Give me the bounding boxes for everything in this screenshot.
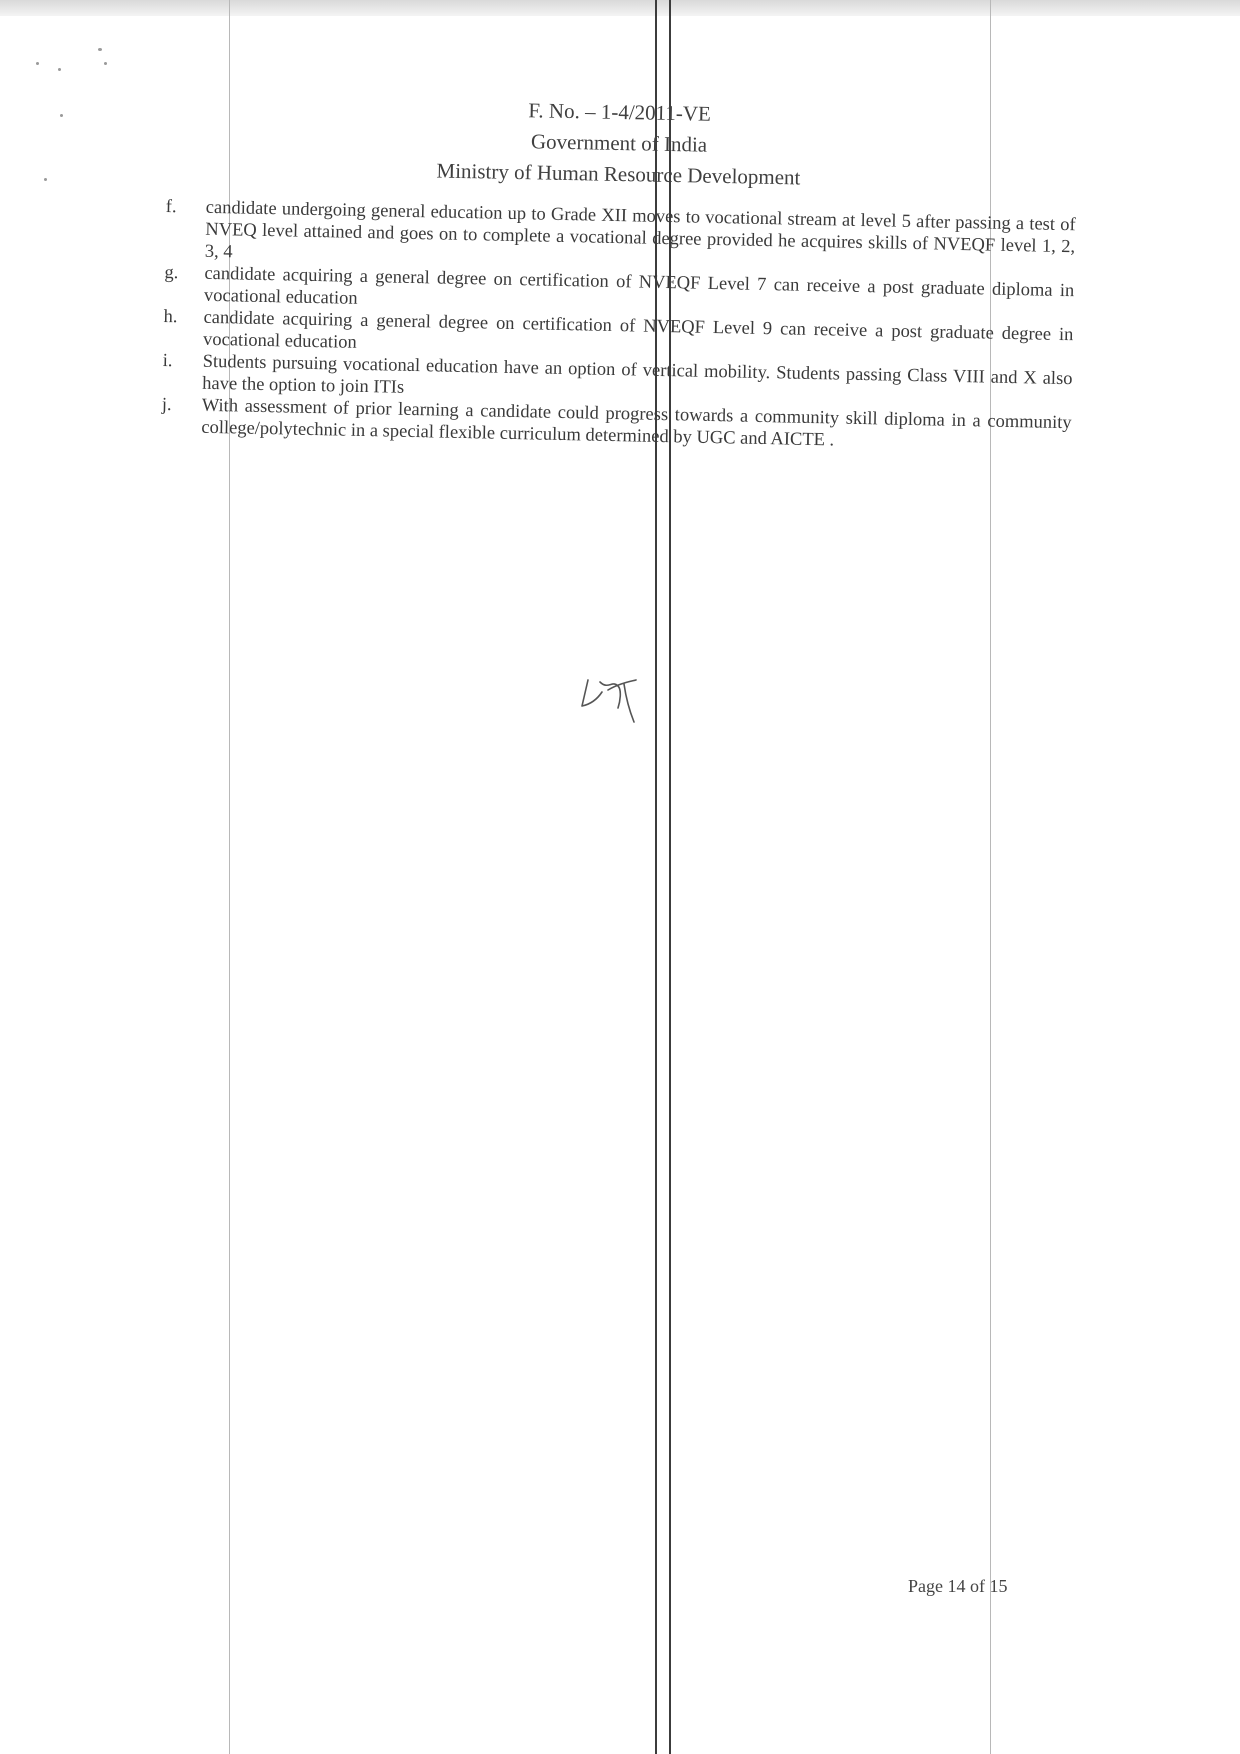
item-text: candidate acquiring a general degree on certification of NVEQF Level 9 can receive a post graduate degree in vocational education	[202, 307, 1074, 353]
scan-speck	[98, 48, 102, 51]
item-letter: i.	[162, 350, 173, 372]
scan-speck	[58, 68, 61, 71]
ministry-line: Ministry of Human Resource Development	[436, 158, 801, 190]
document-header	[358, 92, 880, 195]
item-text: Students pursuing vocational education have an option of vertical mobility. Students passing Class VIII and X also have the option to join ITIs	[202, 351, 1073, 398]
scan-top-edge	[0, 0, 1240, 16]
item-letter: g.	[164, 262, 179, 284]
item-letter: h.	[163, 306, 178, 328]
page-number: Page 14 of 15	[908, 1576, 1008, 1596]
item-letter: j.	[161, 394, 172, 416]
scan-speck	[60, 114, 63, 117]
signature-mark	[578, 668, 658, 728]
government-line: Government of India	[530, 129, 708, 157]
item-list	[161, 196, 1076, 456]
item-text: With assessment of prior learning a candidate could progress towards a community skill diploma in a community college/polytechnic in a special flexible curriculum determined by UGC and AICTE .	[201, 395, 1072, 451]
file-number: F. No. – 1-4/2011-VE	[528, 98, 712, 126]
item-text: candidate acquiring a general degree on certification of NVEQF Level 7 can receive a post graduate diploma in vocational education	[203, 263, 1075, 309]
scan-speck	[44, 178, 47, 181]
item-text: candidate undergoing general education up to Grade XII moves to vocational stream at level 5 after passing a test of NVEQ level attained and goes on to complete a vocational degree provided he acquires skills of NVEQF level 1, 2, 3, 4	[204, 197, 1076, 263]
scan-speck	[36, 62, 39, 65]
scan-speck	[104, 62, 107, 65]
item-letter: f.	[165, 196, 177, 218]
